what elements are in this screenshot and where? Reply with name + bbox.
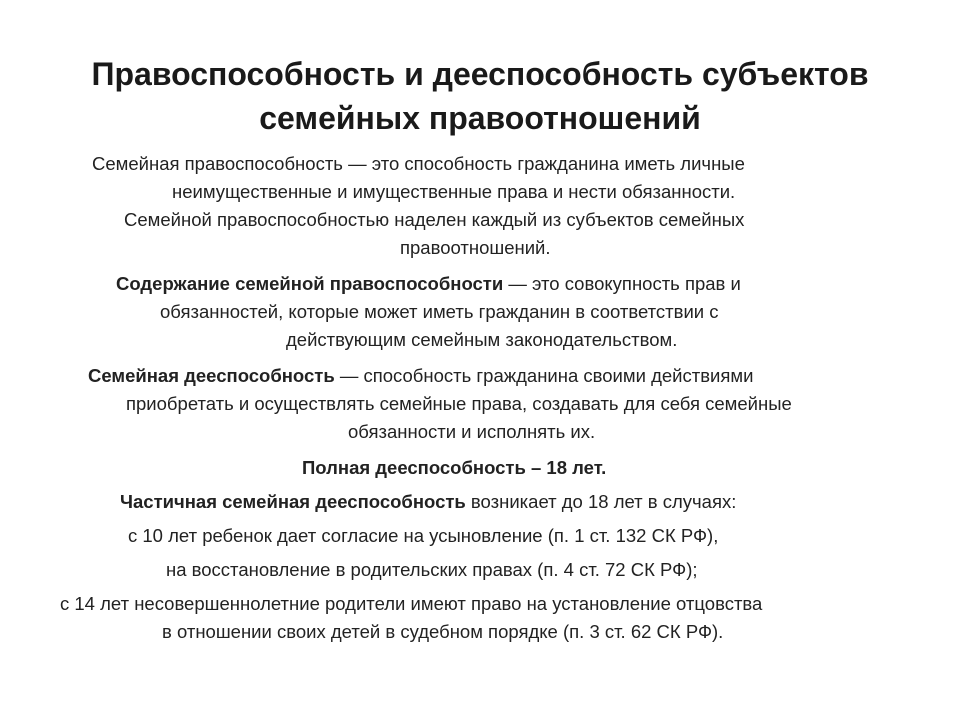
p2-rest: — это совокупность прав и [503, 273, 741, 294]
p3-term: Семейная дееспособность [88, 365, 335, 386]
p1-line-3: Семейной правоспособностью наделен каждый из субъектов семейных [124, 209, 745, 230]
p1-line-4: правоотношений. [400, 237, 551, 258]
p5-line-1 [120, 490, 736, 514]
p8-line-1: с 14 лет несовершеннолетние родители имеют право на установление отцовства [60, 593, 763, 614]
p2-line-2: обязанностей, которые может иметь гражданин в соответствии с [160, 301, 719, 322]
p5-term: Частичная семейная дееспособность [120, 491, 466, 512]
p3-rest: — способность гражданина своими действиями [334, 365, 754, 386]
p3-line-2: приобретать и осуществлять семейные права, создавать для себя семейные [126, 393, 792, 414]
p4-line-1: Полная дееспособность – 18 лет. [302, 457, 607, 478]
title-line-2: семейных правоотношений [259, 100, 701, 136]
title-line-1: Правоспособность и дееспособность субъектов [91, 56, 869, 92]
slide-title [60, 52, 900, 140]
p7-line-1: на восстановление в родительских правах (п. 4 ст. 72 СК РФ); [166, 559, 698, 580]
p1-line-1: Семейная правоспособность — это способность гражданина иметь личные [92, 153, 745, 174]
p1-line-2: неимущественные и имущественные права и нести обязанности. [172, 181, 736, 202]
p2-term: Содержание семейной правоспособности [116, 273, 504, 294]
p6-line-1: с 10 лет ребенок дает согласие на усыновление (п. 1 ст. 132 СК РФ), [128, 525, 719, 546]
p8-line-2: в отношении своих детей в судебном порядке (п. 3 ст. 62 СК РФ). [162, 621, 724, 642]
p2-line-3: действующим семейным законодательством. [286, 329, 678, 350]
p5-rest: возникает до 18 лет в случаях: [465, 491, 737, 512]
p3-line-1 [88, 364, 753, 388]
p3-line-3: обязанности и исполнять их. [348, 421, 596, 442]
p2-line-1 [116, 272, 741, 296]
